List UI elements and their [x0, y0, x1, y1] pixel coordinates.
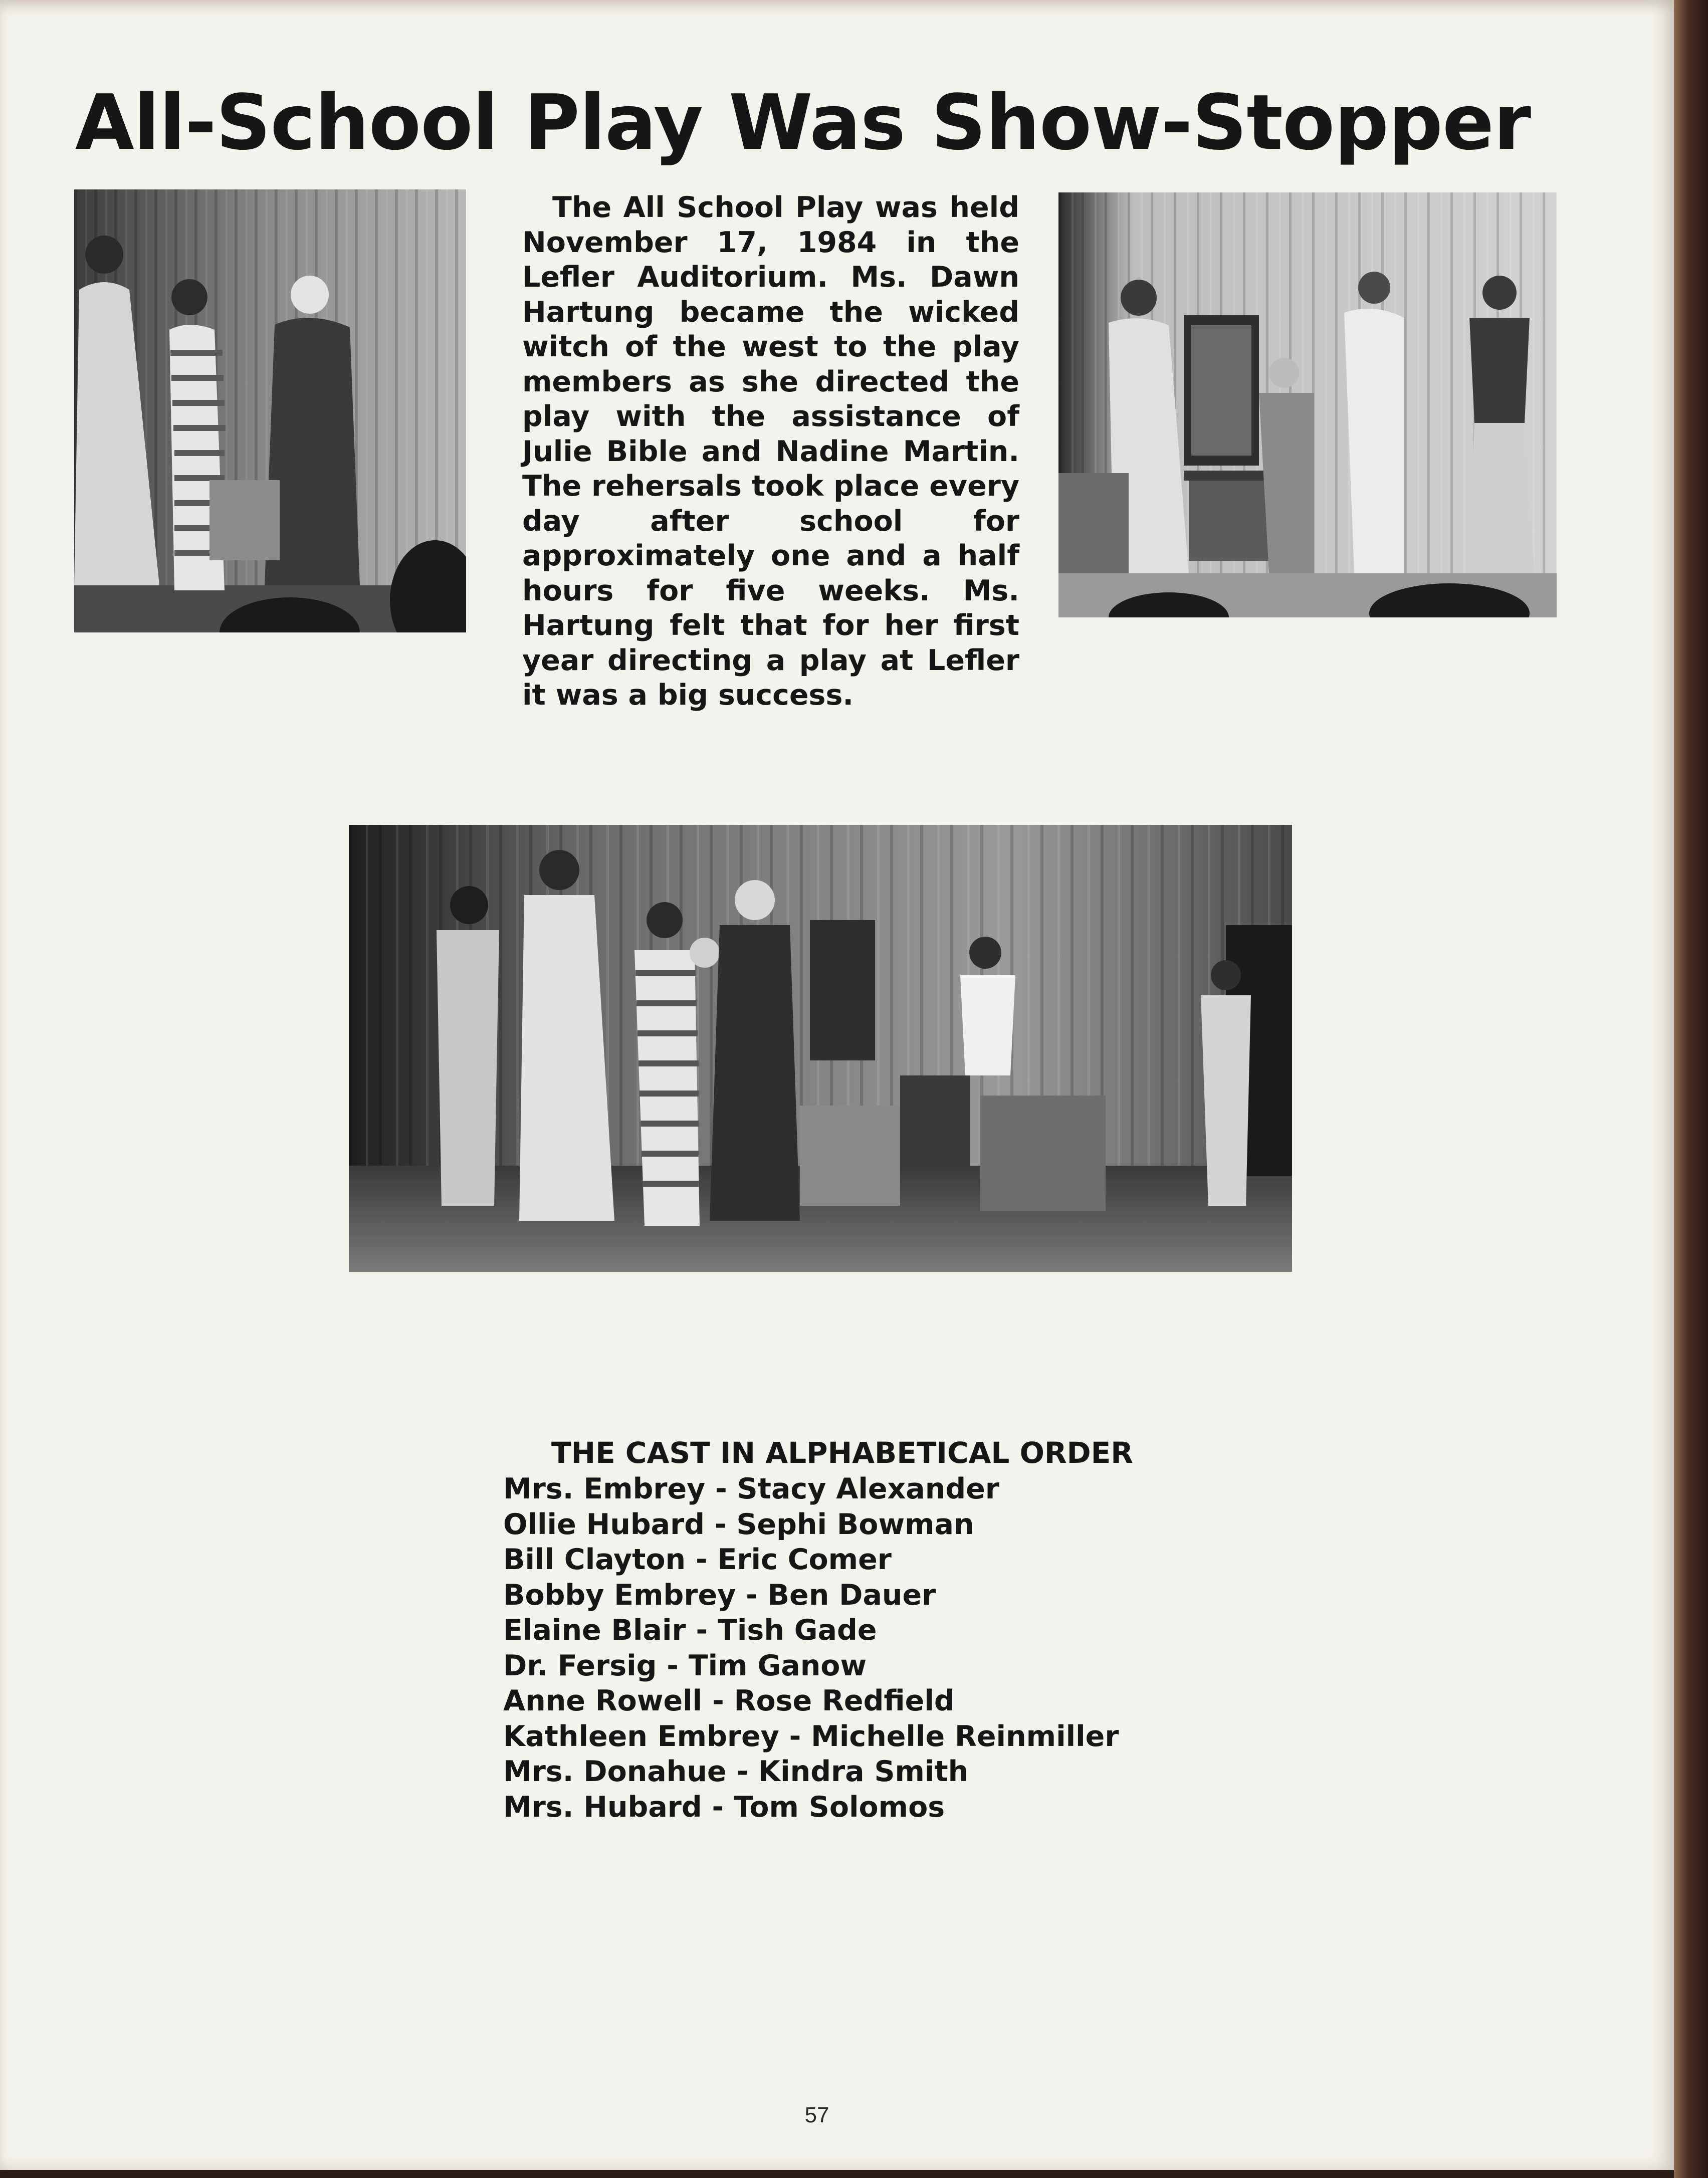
cast-member: Elaine Blair - Tish Gade: [503, 1614, 877, 1647]
cast-member: Mrs. Embrey - Stacy Alexander: [503, 1472, 999, 1505]
page-number: 57: [804, 2103, 829, 2127]
cast-member: Bobby Embrey - Ben Dauer: [503, 1578, 936, 1612]
cast-member: Ollie Hubard - Sephi Bowman: [503, 1507, 974, 1541]
photo-full-cast-on-stage: [349, 825, 1292, 1272]
cast-member: Anne Rowell - Rose Redfield: [503, 1684, 955, 1717]
cast-list: [503, 1471, 1155, 1825]
photo-three-actresses-on-stage: [74, 189, 466, 632]
photo-stage-scene-with-painting: [1058, 192, 1557, 617]
cast-member: Mrs. Hubard - Tom Solomos: [503, 1790, 945, 1824]
cast-heading: THE CAST IN ALPHABETICAL ORDER: [551, 1436, 1133, 1470]
book-spine-edge: [1674, 0, 1708, 2178]
cast-member: Bill Clayton - Eric Comer: [503, 1543, 892, 1576]
headline: All-School Play Was Show-Stopper: [75, 78, 1531, 167]
story-text: The All School Play was held November 17, 1984 in the Lefler Auditorium. Ms. Dawn Hartung became the wicked witch of the west to the play members as she directed the play with the assistance of Julie Bible and Nadine Martin. The rehersals took place every day after school for approximately one and a half hours for five weeks. Ms. Hartung felt that for her first year directing a play at Lefler it was a big success.: [522, 191, 1019, 712]
cast-member: Dr. Fersig - Tim Ganow: [503, 1649, 867, 1682]
cast-member: Kathleen Embrey - Michelle Reinmiller: [503, 1719, 1119, 1753]
cast-member: Mrs. Donahue - Kindra Smith: [503, 1755, 969, 1788]
